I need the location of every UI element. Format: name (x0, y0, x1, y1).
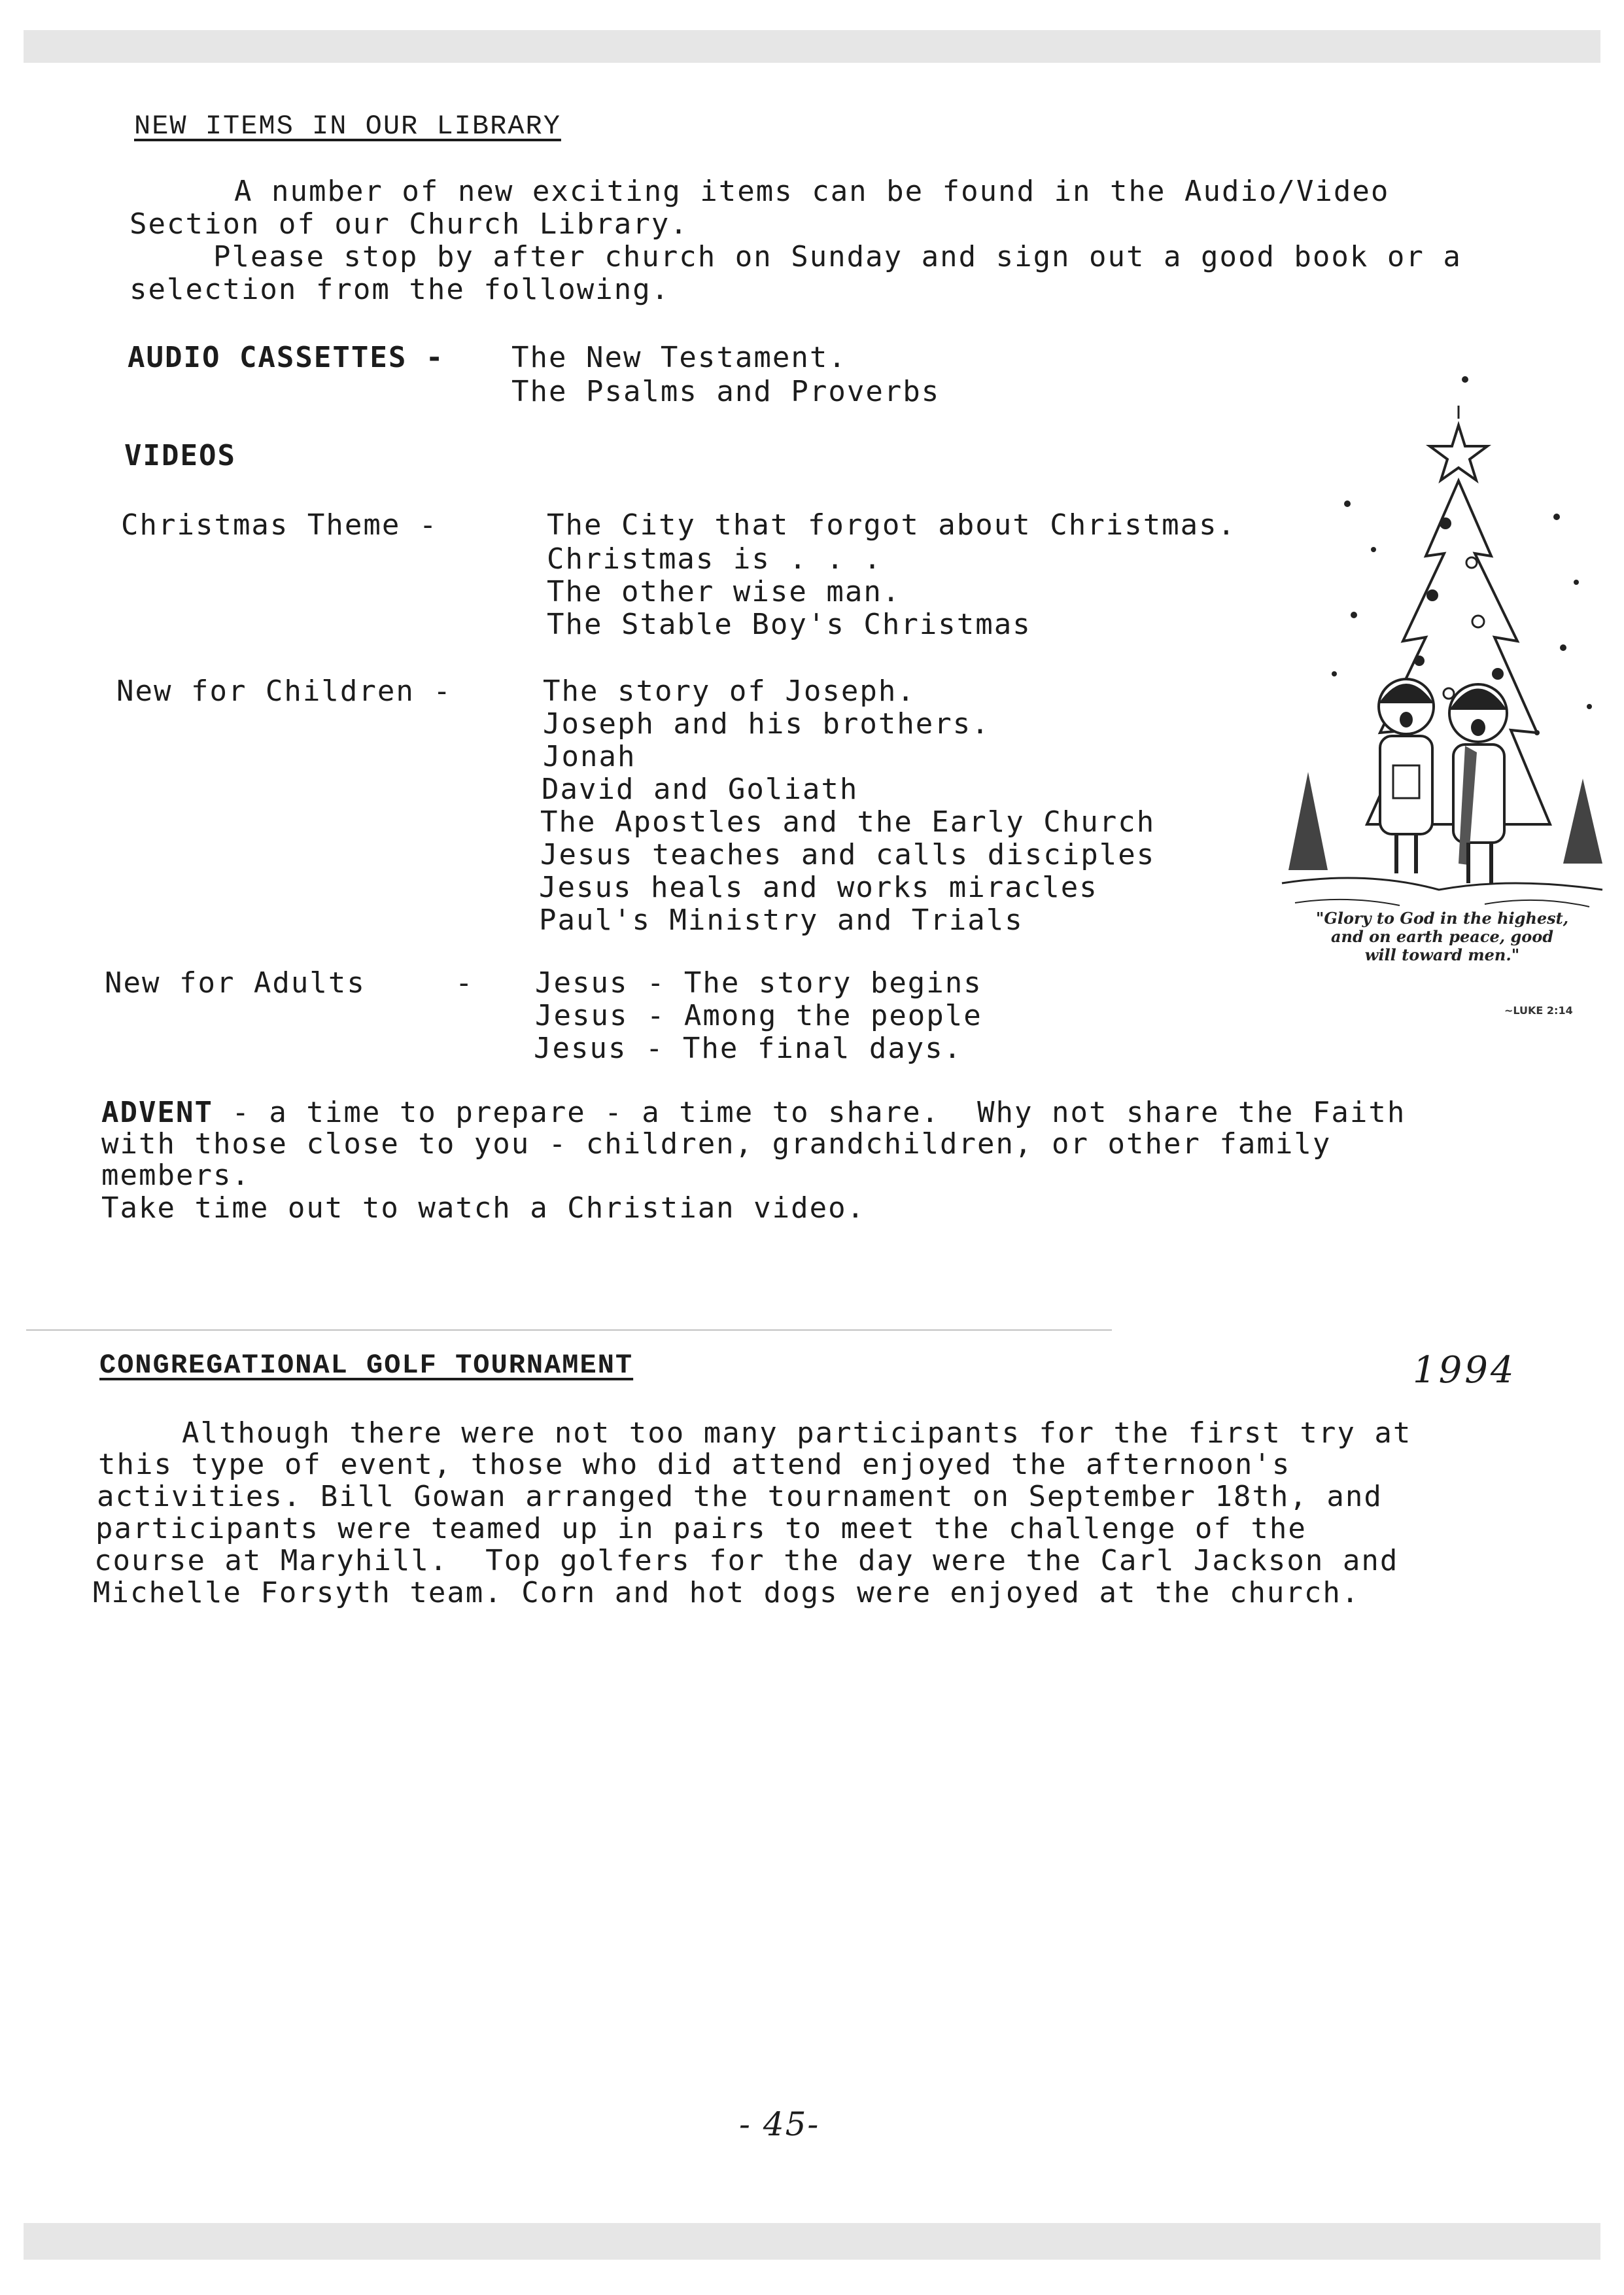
golf-line: course at Maryhill. Top golfers for the day were the Carl Jackson and (94, 1544, 1399, 1577)
page-number: - 45- (739, 2105, 820, 2143)
advent-line4: Take time out to watch a Christian video. (101, 1191, 866, 1225)
adults-item: Jesus - The story begins (535, 966, 982, 1000)
adults-label: New for Adults (105, 966, 366, 1000)
children-item: The Apostles and the Early Church (540, 805, 1156, 839)
illustration-caption (1279, 909, 1606, 964)
children-item: The story of Joseph. (543, 674, 916, 708)
adults-item: Jesus - Among the people (535, 999, 982, 1032)
caption-line: "Glory to God in the highest, (1315, 909, 1569, 928)
golf-heading: CONGREGATIONAL GOLF TOURNAMENT (99, 1350, 634, 1381)
christmas-item: Christmas is . . . (547, 542, 882, 576)
advent-line1-rest: - a time to prepare - a time to share. Why not share the Faith (232, 1096, 1406, 1129)
children-label: New for Children - (116, 674, 452, 708)
golf-line: activities. Bill Gowan arranged the tournament on September 18th, and (97, 1480, 1383, 1513)
christmas-item: The other wise man. (547, 575, 901, 608)
library-para2-line1: Please stop by after church on Sunday and sign out a good book or a (213, 240, 1462, 273)
library-para2-line2: selection from the following. (130, 273, 670, 306)
golf-line: Although there were not too many participants for the first try at (182, 1416, 1412, 1450)
scan-border-bottom (24, 2223, 1600, 2260)
children-item: Jesus teaches and calls disciples (540, 838, 1156, 871)
children-item: Jonah (543, 740, 636, 773)
videos-label: VIDEOS (124, 439, 236, 472)
library-para1-line2: Section of our Church Library. (130, 207, 689, 241)
audio-label: AUDIO CASSETTES - (128, 341, 445, 374)
christmas-item: The City that forgot about Christmas. (547, 508, 1237, 542)
christmas-label: Christmas Theme - (121, 508, 438, 542)
caption-line: and on earth peace, good (1330, 927, 1554, 946)
adults-dash: - (455, 966, 474, 1000)
library-para1-line1: A number of new exciting items can be found in the Audio/Video (234, 175, 1390, 208)
advent-word: ADVENT (101, 1096, 213, 1129)
audio-item: The Psalms and Proverbs (511, 375, 941, 408)
advent-line3: members. (101, 1159, 251, 1192)
children-item: David and Goliath (542, 773, 859, 806)
children-item: Paul's Ministry and Trials (539, 903, 1024, 937)
scan-border-top (24, 30, 1600, 63)
golf-line: this type of event, those who did attend enjoyed the afternoon's (98, 1448, 1291, 1481)
audio-item: The New Testament. (511, 341, 847, 374)
adults-item: Jesus - The final days. (534, 1032, 963, 1065)
handwritten-year: 1994 (1413, 1349, 1517, 1392)
section-divider (26, 1329, 1112, 1331)
library-heading: NEW ITEMS IN OUR LIBRARY (134, 111, 561, 142)
christmas-item: The Stable Boy's Christmas (547, 608, 1031, 641)
advent-line1 (101, 1096, 1406, 1129)
advent-line2: with those close to you - children, grandchildren, or other family (101, 1127, 1332, 1161)
golf-line: participants were teamed up in pairs to meet the challenge of the (95, 1512, 1307, 1545)
children-item: Jesus heals and works miracles (539, 871, 1098, 904)
caption-reference: ~LUKE 2:14 (1504, 1004, 1573, 1017)
caption-line: will toward men." (1364, 945, 1520, 964)
golf-line: Michelle Forsyth team. Corn and hot dogs were enjoyed at the church. (93, 1576, 1360, 1609)
children-item: Joseph and his brothers. (543, 707, 990, 741)
